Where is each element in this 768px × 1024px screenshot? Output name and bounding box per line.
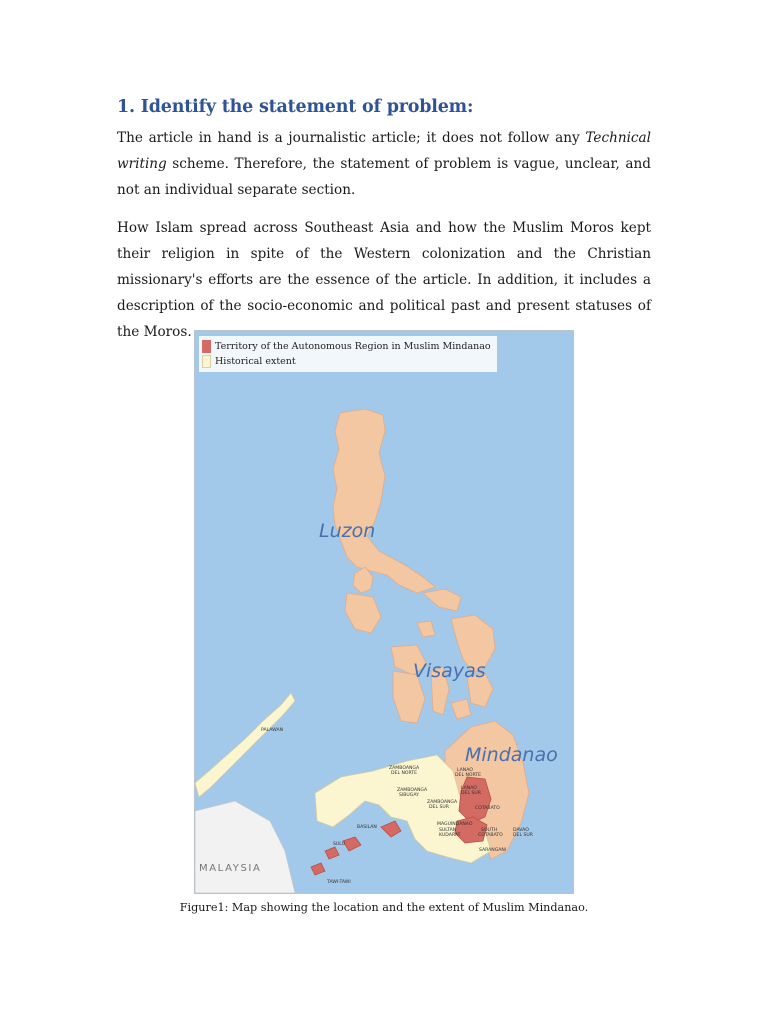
- label-palawan: PALAWAN: [261, 728, 284, 733]
- paragraph-1: [117, 125, 651, 203]
- label-zamboanga-del-norte: ZAMBOANGA: [389, 766, 420, 771]
- label-sarangani: SARANGANI: [479, 848, 507, 853]
- paragraph-1-text-b: scheme. Therefore, the statement of problem is vague, unclear, and not an individual separate section.: [117, 156, 651, 198]
- label-davao-del-sur-2: DEL SUR: [513, 833, 533, 838]
- legend-swatch-territory: [202, 340, 211, 353]
- label-zamboanga-del-sur: ZAMBOANGA: [427, 800, 458, 805]
- label-mindanao: Mindanao: [465, 744, 558, 766]
- label-cotabato: COTABATO: [475, 806, 500, 811]
- philippines-map: [194, 330, 574, 894]
- figure-caption: Figure1: Map showing the location and the extent of Muslim Mindanao.: [179, 901, 589, 914]
- label-south-cotabato-2: COTABATO: [478, 833, 503, 838]
- label-lanao-del-sur-2: DEL SUR: [461, 791, 481, 796]
- label-lanao-del-norte: LANAO: [457, 768, 473, 773]
- map-legend: [199, 336, 497, 372]
- label-davao-del-sur: DAVAO: [513, 828, 529, 833]
- legend-swatch-historical: [202, 355, 211, 368]
- label-lanao-del-sur: LANAO: [461, 786, 477, 791]
- label-luzon: Luzon: [319, 520, 376, 542]
- label-tawi-tawi: TAWI-TAWI: [327, 880, 351, 885]
- label-malaysia: MALAYSIA: [199, 863, 262, 874]
- legend-item-territory: [202, 339, 491, 354]
- paragraph-2: How Islam spread across Southeast Asia and how the Muslim Moros kept their religion in spite of the Western colonization and the Christian missionary's efforts are the essence of the article. In addition, it includes a description of the socio-economic and political past and present statuses of the Moros.: [117, 220, 651, 340]
- section-heading: 1. Identify the statement of problem:: [117, 97, 474, 117]
- label-zamboanga-del-sur-2: DEL SUR: [429, 805, 449, 810]
- label-visayas: Visayas: [413, 660, 486, 682]
- label-maguindanao: MAGUINDANAO: [437, 822, 473, 827]
- map-canvas: [195, 331, 573, 893]
- label-zamboanga-sibugay-2: SIBUGAY: [399, 793, 419, 798]
- label-sultan-kudarat: SULTAN: [439, 828, 457, 833]
- label-sulu: SULU: [333, 842, 345, 847]
- label-south-cotabato: SOUTH: [481, 828, 498, 833]
- legend-label-historical: Historical extent: [215, 356, 296, 367]
- label-zamboanga-del-norte-2: DEL NORTE: [391, 771, 418, 776]
- label-zamboanga-sibugay: ZAMBOANGA: [397, 788, 428, 793]
- legend-item-historical: [202, 354, 491, 369]
- label-basilan: BASILAN: [357, 825, 377, 830]
- label-sultan-kudarat-2: KUDARAT: [439, 833, 461, 838]
- label-lanao-del-norte-2: DEL NORTE: [455, 773, 482, 778]
- legend-label-territory: Territory of the Autonomous Region in Muslim Mindanao: [215, 341, 491, 352]
- paragraph-1-text-a: The article in hand is a journalistic article; it does not follow any: [117, 130, 586, 146]
- paragraph-1-italic: Technical writing: [117, 130, 651, 172]
